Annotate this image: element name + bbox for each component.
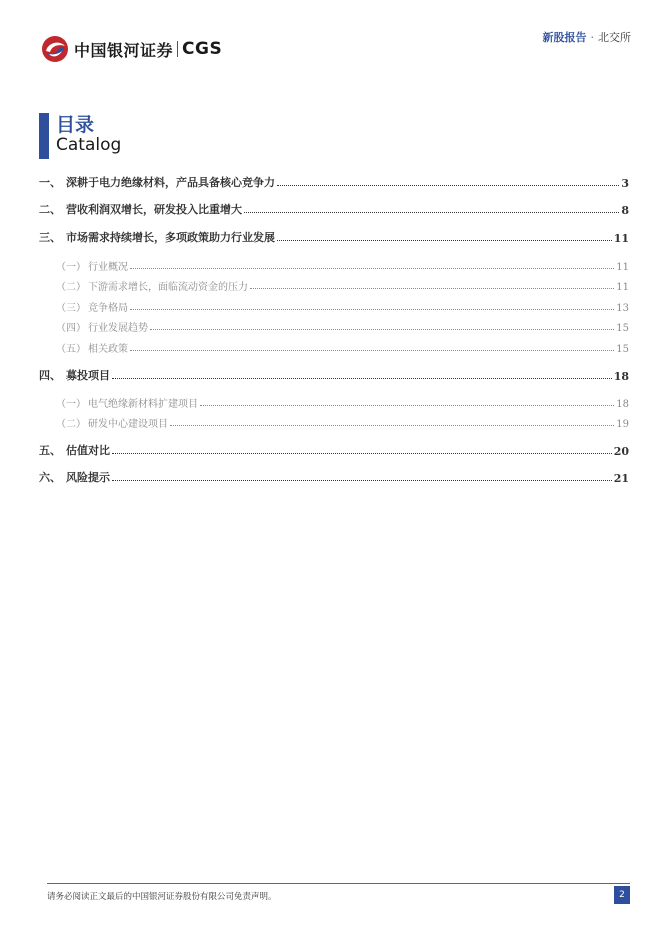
toc-entry-page: 15 bbox=[616, 323, 629, 334]
toc-entry-page: 18 bbox=[616, 399, 629, 410]
toc-title: 目录 bbox=[56, 114, 95, 136]
toc-entry-title: 募投项目 bbox=[66, 369, 110, 382]
brand-logo bbox=[40, 34, 222, 64]
exchange-name: 北交所 bbox=[598, 31, 631, 44]
toc-dot-leader bbox=[130, 268, 614, 269]
toc-dot-leader bbox=[130, 309, 614, 310]
toc-dot-leader bbox=[112, 453, 612, 454]
toc-entry-subsection-3-1[interactable] bbox=[56, 257, 629, 273]
toc-entry-title: 研发中心建设项目 bbox=[88, 419, 168, 430]
toc-entry-number: （五） bbox=[56, 344, 86, 355]
page-number-badge: 2 bbox=[614, 886, 630, 904]
toc-entry-subsection-4-2[interactable] bbox=[56, 414, 629, 430]
brand-name-cn: 中国银河证券 bbox=[74, 40, 174, 60]
toc-entry-title: 相关政策 bbox=[88, 344, 128, 355]
toc-entry-number: （一） bbox=[56, 262, 86, 273]
toc-entry-page: 11 bbox=[616, 262, 629, 273]
toc-dot-leader bbox=[170, 425, 614, 426]
toc-entry-number: 二、 bbox=[39, 203, 61, 216]
footer-divider bbox=[47, 883, 630, 884]
report-tag bbox=[543, 29, 632, 45]
toc-dot-leader bbox=[130, 350, 614, 351]
toc-entry-section-2[interactable] bbox=[39, 201, 629, 217]
toc-entry-number: 三、 bbox=[39, 231, 61, 244]
toc-entry-page: 20 bbox=[613, 445, 629, 458]
toc-entry-title: 电气绝缘新材料扩建项目 bbox=[88, 399, 198, 410]
toc-entry-number: 六、 bbox=[39, 471, 61, 484]
toc-entry-title: 竞争格局 bbox=[88, 303, 128, 314]
toc-entry-page: 11 bbox=[613, 232, 629, 245]
toc-entry-title: 估值对比 bbox=[66, 444, 110, 457]
toc-entry-number: （二） bbox=[56, 419, 86, 430]
toc-entry-number: （一） bbox=[56, 399, 86, 410]
toc-entry-number: 四、 bbox=[39, 369, 61, 382]
toc-dot-leader bbox=[112, 378, 612, 379]
toc-dot-leader bbox=[244, 212, 619, 213]
toc-entry-page: 11 bbox=[616, 282, 629, 293]
toc-dot-leader bbox=[250, 288, 614, 289]
toc-entry-number: 一、 bbox=[39, 176, 61, 189]
toc-entry-title: 下游需求增长，面临流动资金的压力 bbox=[88, 282, 248, 293]
toc-dot-leader bbox=[200, 405, 614, 406]
toc-entry-subsection-3-3[interactable] bbox=[56, 298, 629, 314]
toc-entry-subsection-3-4[interactable] bbox=[56, 318, 629, 334]
toc-entry-page: 19 bbox=[616, 419, 629, 430]
toc-entry-subsection-3-2[interactable] bbox=[56, 277, 629, 293]
toc-entry-section-6[interactable] bbox=[39, 469, 629, 485]
toc-entry-number: 五、 bbox=[39, 444, 61, 457]
toc-entry-title: 行业概况 bbox=[88, 262, 128, 273]
toc-entry-number: （四） bbox=[56, 323, 86, 334]
cgs-swirl-logo-icon bbox=[40, 34, 70, 64]
toc-entry-page: 13 bbox=[616, 303, 629, 314]
toc-entry-number: （二） bbox=[56, 282, 86, 293]
toc-entry-subsection-3-5[interactable] bbox=[56, 339, 629, 355]
brand-separator bbox=[177, 41, 178, 57]
footer-disclaimer: 请务必阅读正文最后的中国银河证券股份有限公司免责声明。 bbox=[47, 892, 277, 902]
toc-accent-bar bbox=[39, 113, 49, 159]
toc-entry-section-4[interactable] bbox=[39, 367, 629, 383]
toc-entry-page: 21 bbox=[613, 472, 629, 485]
toc-entry-section-3[interactable] bbox=[39, 229, 629, 245]
toc-dot-leader bbox=[150, 329, 614, 330]
toc-entry-title: 行业发展趋势 bbox=[88, 323, 148, 334]
page-header bbox=[0, 0, 662, 70]
toc-entry-number: （三） bbox=[56, 303, 86, 314]
report-tag-separator: · bbox=[590, 31, 594, 44]
toc-entry-subsection-4-1[interactable] bbox=[56, 394, 629, 410]
toc-entry-title: 市场需求持续增长，多项政策助力行业发展 bbox=[66, 231, 275, 244]
toc-dot-leader bbox=[277, 240, 612, 241]
toc-entry-page: 3 bbox=[621, 177, 629, 190]
report-type: 新股报告 bbox=[542, 31, 587, 44]
toc-entry-section-5[interactable] bbox=[39, 442, 629, 458]
toc-entry-section-1[interactable] bbox=[39, 174, 629, 190]
toc-entry-page: 18 bbox=[613, 370, 629, 383]
toc-dot-leader bbox=[277, 185, 619, 186]
toc-entry-title: 深耕于电力绝缘材料，产品具备核心竞争力 bbox=[66, 176, 275, 189]
toc-subtitle: Catalog bbox=[56, 135, 122, 155]
toc-dot-leader bbox=[112, 480, 612, 481]
toc-entry-title: 风险提示 bbox=[66, 471, 110, 484]
toc-entry-page: 8 bbox=[621, 204, 629, 217]
brand-name-en: CGS bbox=[182, 39, 223, 59]
toc-entry-page: 15 bbox=[616, 344, 629, 355]
toc-entry-title: 营收利润双增长，研发投入比重增大 bbox=[66, 203, 242, 216]
